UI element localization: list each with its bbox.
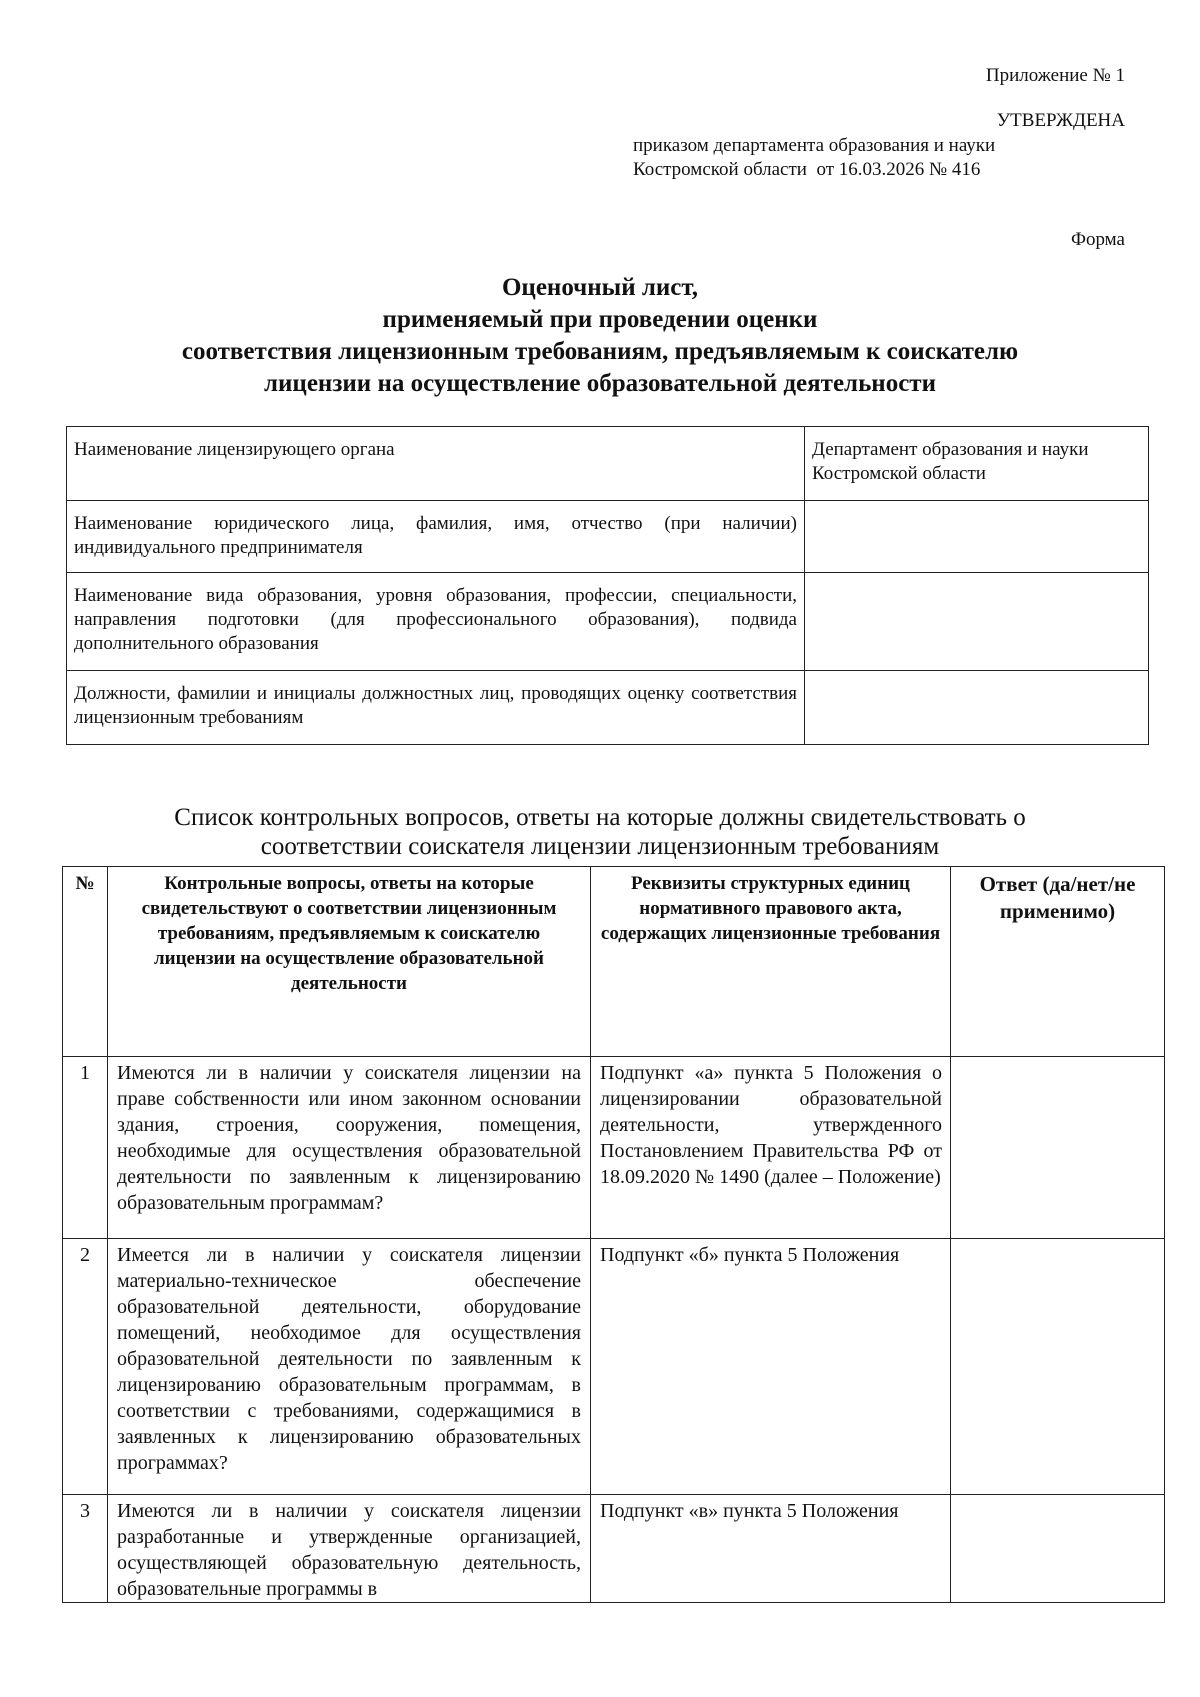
approved-label: УТВЕРЖДЕНА [996, 110, 1125, 131]
info-value [805, 573, 1149, 671]
info-label: Наименование юридического лица, фамилия, имя, отчество (при наличии) индивидуального предпринимателя [67, 501, 805, 573]
table-row [63, 1495, 1165, 1603]
table-row [63, 1057, 1165, 1239]
row-reference: Подпункт «а» пункта 5 Положения о лицензировании образовательной деятельности, утвержденного Постановлением Правительства РФ от 18.09.2020 № 1490 (далее – Положение) [591, 1057, 951, 1239]
document-title [60, 272, 1140, 400]
row-number: 2 [63, 1239, 108, 1495]
questions-header-row [63, 867, 1165, 1057]
row-answer [951, 1239, 1165, 1495]
row-reference: Подпункт «б» пункта 5 Положения [591, 1239, 951, 1495]
info-table [66, 426, 1149, 745]
row-number: 3 [63, 1495, 108, 1603]
row-answer [951, 1057, 1165, 1239]
appendix-label: Приложение № 1 [985, 65, 1125, 86]
title-line-2: применяемый при проведении оценки [382, 306, 818, 333]
info-label: Наименование лицензирующего органа [67, 427, 805, 501]
header-reference: Реквизиты структурных единиц нормативного правового акта, содержащих лицензионные требования [591, 867, 951, 1057]
title-line-3: соответствия лицензионным требованиям, предъявляемым к соискателю [181, 338, 1019, 365]
row-number: 1 [63, 1057, 108, 1239]
questions-table [62, 866, 1165, 1603]
info-row [67, 573, 1149, 671]
form-label: Форма [1070, 229, 1125, 250]
row-reference: Подпункт «в» пункта 5 Положения [591, 1495, 951, 1603]
table-row [63, 1239, 1165, 1495]
row-question: Имеются ли в наличии у соискателя лицензии на праве собственности или ином законном основании здания, строения, сооружения, помещения, необходимые для осуществления образовательной деятельности по заявленным к лицензированию образовательным программам? [108, 1057, 591, 1239]
info-value [805, 501, 1149, 573]
title-line-4: лицензии на осуществление образовательной деятельности [264, 370, 936, 397]
row-answer [951, 1495, 1165, 1603]
questions-title-line-2: соответствии соискателя лицензии лицензионным требованиям [260, 833, 940, 860]
order-line-1: приказом департамента образования и науки [633, 135, 996, 156]
questions-title-line-1: Список контрольных вопросов, ответы на которые должны свидетельствовать о [174, 804, 1026, 831]
header-num: № [63, 867, 108, 1057]
row-question: Имеются ли в наличии у соискателя лицензии разработанные и утвержденные организацией, осуществляющей образовательную деятельность, образовательные программы в [108, 1495, 591, 1603]
row-question: Имеется ли в наличии у соискателя лицензии материально-техническое обеспечение образовательной деятельности, оборудование помещений, необходимое для осуществления образовательной деятельности по заявленным к лицензированию образовательным программам, в соответствии с требованиями, содержащимися в заявленных к лицензированию образовательных программах? [108, 1239, 591, 1495]
questions-title [60, 803, 1140, 861]
order-line-2: Костромской области от 16.03.2026 № 416 [633, 159, 981, 180]
info-row [67, 501, 1149, 573]
info-value: Департамент образования и науки Костромской области [805, 427, 1149, 501]
title-line-1: Оценочный лист, [501, 274, 699, 301]
info-row [67, 427, 1149, 501]
header-question: Контрольные вопросы, ответы на которые свидетельствуют о соответствии лицензионным требованиям, предъявляемым к соискателю лицензии на осуществление образовательной деятельности [108, 867, 591, 1057]
header-answer: Ответ (да/нет/не применимо) [951, 867, 1165, 1057]
info-row [67, 671, 1149, 745]
info-label: Должности, фамилии и инициалы должностных лиц, проводящих оценку соответствия лицензионным требованиям [67, 671, 805, 745]
info-label: Наименование вида образования, уровня образования, профессии, специальности, направления подготовки (для профессионального образования), подвида дополнительного образования [67, 573, 805, 671]
info-value [805, 671, 1149, 745]
